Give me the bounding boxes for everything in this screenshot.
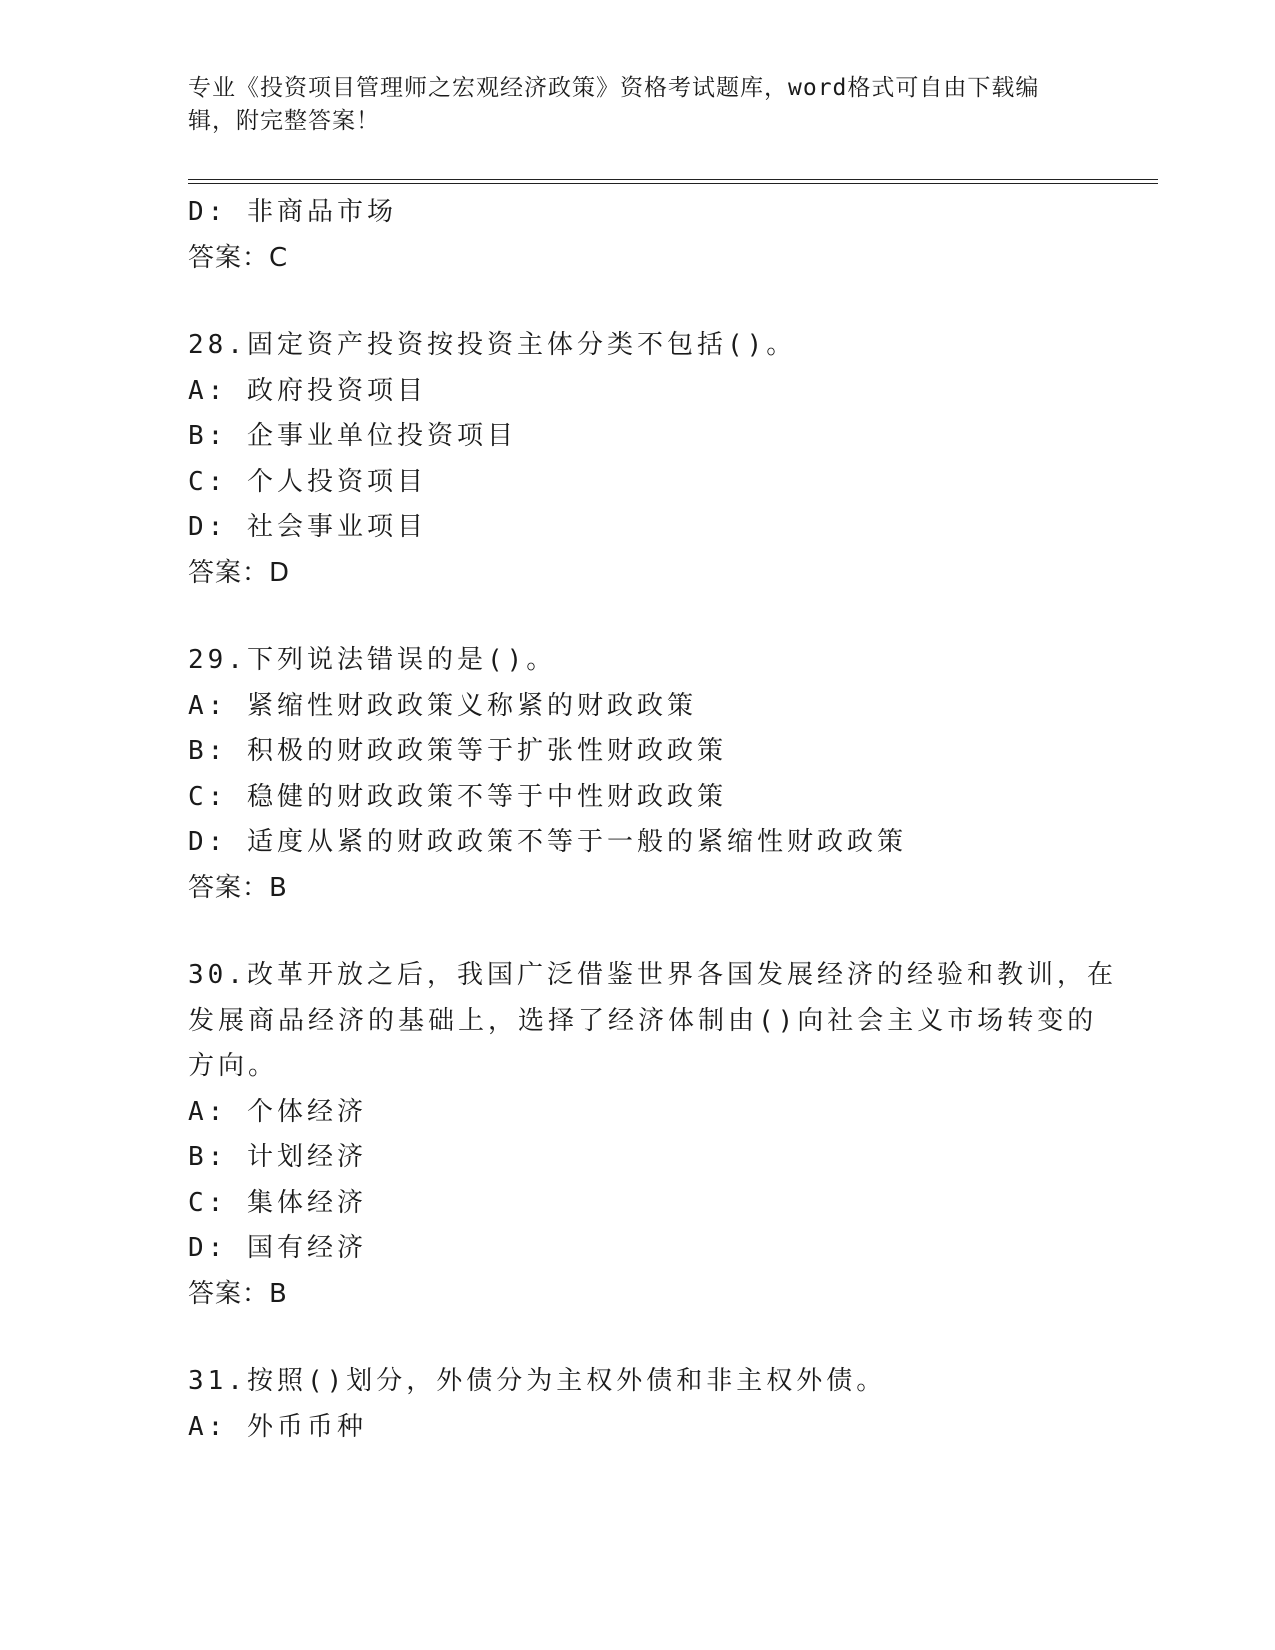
option-d: D: 非商品市场 [188, 197, 397, 227]
option-c: C: 个人投资项目 [188, 466, 427, 497]
option-d: D: 国有经济 [188, 1233, 367, 1263]
answer: 答案：B [188, 872, 288, 903]
option-b: B: 积极的财政政策等于扩张性财政政策 [188, 736, 727, 766]
question-text: 28.固定资产投资按投资主体分类不包括()。 [188, 330, 797, 360]
header-divider-bottom [188, 183, 1158, 184]
question-text-line-3: 方向。 [188, 1051, 279, 1081]
answer: 答案：D [188, 557, 291, 588]
question-list [188, 190, 1117, 1450]
answer: 答案：B [188, 1278, 288, 1309]
option-c: C: 集体经济 [188, 1187, 367, 1218]
header-divider-top [188, 179, 1158, 180]
question-28 [188, 323, 1088, 596]
question-29 [188, 638, 1088, 911]
option-b: B: 计划经济 [188, 1142, 367, 1172]
question-text: 29.下列说法错误的是()。 [188, 645, 557, 675]
option-a: A: 外币币种 [188, 1411, 367, 1442]
answer: 答案：C [188, 242, 289, 273]
option-b: B: 企事业单位投资项目 [188, 421, 517, 451]
option-a: A: 紧缩性财政政策义称紧的财政政策 [188, 690, 697, 721]
header-line-2: 辑，附完整答案！ [188, 108, 380, 134]
option-c: C: 稳健的财政政策不等于中性财政政策 [188, 781, 727, 812]
question-30 [188, 953, 1117, 1317]
document-header [188, 72, 1088, 138]
option-d: D: 适度从紧的财政政策不等于一般的紧缩性财政政策 [188, 827, 907, 857]
question-text-line-1: 30.改革开放之后，我国广泛借鉴世界各国发展经济的经验和教训，在 [188, 960, 1117, 990]
option-a: A: 个体经济 [188, 1096, 367, 1127]
option-d: D: 社会事业项目 [188, 512, 427, 542]
question-text: 31.按照()划分，外债分为主权外债和非主权外债。 [188, 1366, 887, 1396]
question-27-fragment [188, 190, 1088, 281]
header-line-1: 专业《投资项目管理师之宏观经济政策》资格考试题库，word格式可自由下载编 [188, 75, 1040, 101]
question-31 [188, 1359, 1088, 1450]
question-text-line-2: 发展商品经济的基础上，选择了经济体制由()向社会主义市场转变的 [188, 1005, 1098, 1036]
option-a: A: 政府投资项目 [188, 375, 427, 406]
